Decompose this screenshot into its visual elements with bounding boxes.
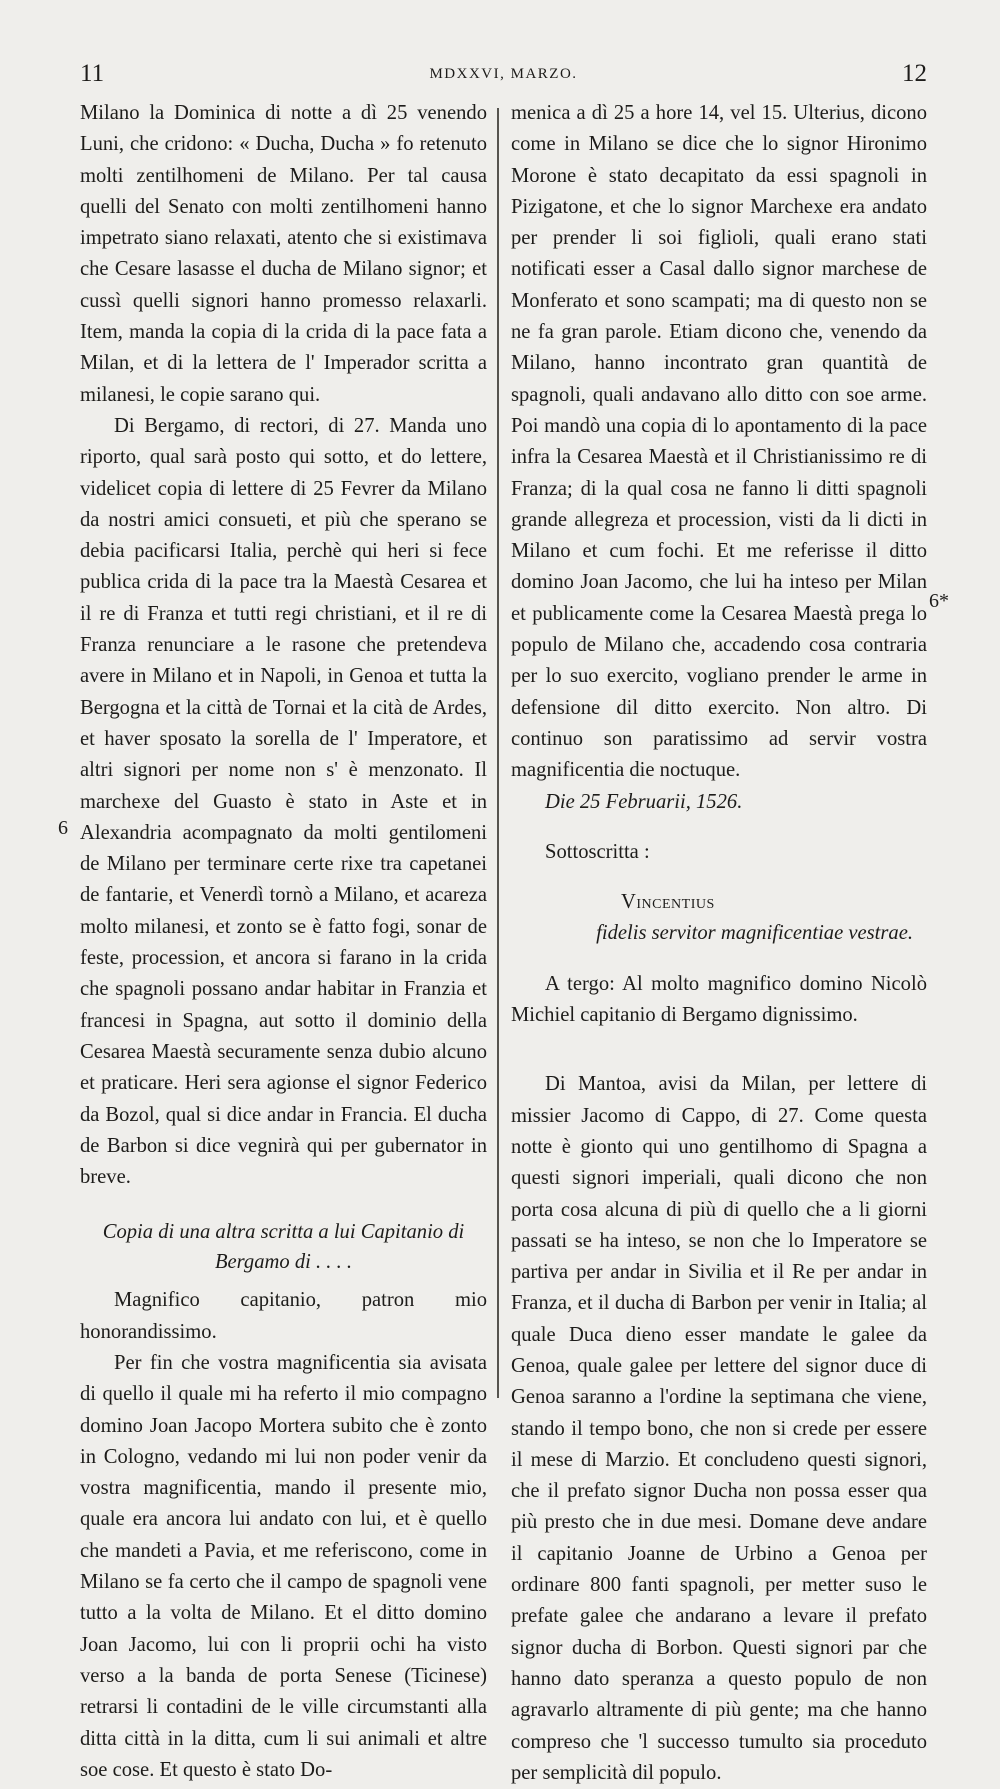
page-number-left: 11 (80, 60, 105, 87)
paragraph: menica a dì 25 a hore 14, vel 15. Ulterius, dicono come in Milano se dice che lo signor Hironimo Morone è stato decapitato da essi spagnoli in Pizigatone, et che lo signor Marchexe era andato per prender li soi figlioli, quali erano stati notificati esser a Casal dallo signor marchese de Monferato et sono scampati; ma di questo non se ne fa gran parole. Etiam dicono che, venendo da Milano, hanno incontrato gran quantità de spagnoli, quali andavano allo ditto con soe arme. Poi mandò una copia di lo apontamento di la pace infra la Cesarea Maestà et il Christianissimo re di Franza; di la qual cosa ne fanno li ditti spagnoli grande allegreza et procession, visti da li dicti in Milano et cum fochi. Et me referisse il ditto domino Joan Jacomo, che lui ha inteso per Milan et publicamente come la Cesarea Maestà prega lo populo de Milano che, accadendo cosa contraria per lo suo exercito, vogliano prender le arme in defensione dil ditto exercito. Non altro. Di continuo son paratissimo ad servir vostra magnificentia die noctuque. (511, 102, 927, 782)
running-title: MDXXVI, MARZO. (429, 66, 578, 82)
paragraph: Di Bergamo, di rectori, di 27. Manda uno riporto, qual sarà posto qui sotto, et do lettere, videlicet copia di lettere di 25 Fevrer da Milano da nostri amici consueti, et più che sperano se debia pacificarsi Italia, perchè qui heri si fece publica crida di la pace tra la Maestà Cesarea et il re di Franza et tutti regi christiani, et il re di Franza renunciare a le rasone che pretendeva avere in Milano et in Napoli, in Genoa et tutta la Bergogna et la città de Tornai et la cità de Ardes, et haver sposato la sorella de l' Imperatore, et altri signori per nome non s' è menzonato. Il marchexe del Guasto è stato in Aste et in Alexandria acompagnato da molti gentilomeni de Milano per terminare certe rixe tra capetanei de fantarie, et Venerdì tornò a Milano, et acareza molto milanesi, et zonto se è fatto fogi, sonar de feste, procession, et ancora si farano in la crida che spagnoli possano andar habitar in Franzia et francesi in Spagna, aut sotto il dominio della Cesarea Maestà securamente senza dubio alcuno et praticare. Heri sera agionse el signor Federico da Bozol, qual si dice andar in Francia. El ducha de Barbon si dice vegnirà qui per gubernator in breve. (80, 414, 487, 1189)
margin-note-right: 6* (929, 590, 949, 612)
address-note: A tergo: Al molto magnifico domino Nicolò Michiel capitanio di Bergamo dignissimo. (511, 972, 927, 1027)
section-heading: Copia di una altra scritta a lui Capitanio di Bergamo di . . . . (102, 1221, 465, 1274)
left-column (80, 98, 487, 1786)
closing-formula: fidelis servitor magnificentiae vestrae. (596, 922, 913, 945)
signer-name: Vincentius (621, 891, 715, 914)
margin-note-left: 6 (58, 817, 68, 839)
page-number-right: 12 (902, 60, 927, 87)
subscription-label: Sottoscritta : (545, 840, 650, 863)
page-header (80, 60, 927, 96)
column-divider (497, 108, 499, 1398)
paragraph: Milano la Dominica di notte a dì 25 venendo Luni, che cridono: « Ducha, Ducha » fo retenuto molti zentilhomeni de Milano. Per tal causa quelli del Senato con molti zentilhomeni hanno impetrato siano relaxati, atento che si existimava che Cesare lasasse el ducha de Milano signor; et cussì quelli signori hanno promesso relaxarli. Item, manda la copia di la crida di la pace fata a Milan, et di la lettera de l' Imperador scritta a milanesi, le copie sarano qui. (80, 102, 487, 406)
salutation: Magnifico capitanio, patron mio honorandissimo. (80, 1289, 487, 1343)
letter-date: Die 25 Februarii, 1526. (545, 790, 743, 813)
paragraph: Per fin che vostra magnificentia sia avisata di quello il quale mi ha referto il mio compagno domino Joan Jacopo Mortera subito che è zonto in Cologno, vedando mi lui non poder venir da vostra magnificentia, mando il presente mio, quale era ancora lui andato con lui, et è quello che mandeti a Pavia, et me referiscono, come in Milano se fa certo che il campo de spagnoli vene tutto a la volta de Milano. Et el ditto domino Joan Jacomo, lui con li proprii ochi ha visto verso a la banda de porta Senese (Ticinese) retrarsi li contadini de le ville circumstanti alla ditta città in la ditta, cum li sui animali et altre soe cose. Et questo è stato Do- (80, 1351, 487, 1781)
right-column (511, 98, 927, 1789)
paragraph: Di Mantoa, avisi da Milan, per lettere di missier Jacomo di Cappo, di 27. Come questa notte è gionto qui uno gentilhomo di Spagna a questi signori imperiali, quali dicono che non porta cosa alcuna di più di quello che a li giorni passati se ha inteso, se non che lo Imperatore se partiva per andar in Sivilia et il Re per andar in Franza, et il ducha di Barbon per venir in Italia; al quale Duca dieno esser mandate le galee da Genoa, quale galee per lettere del signor duce di Genoa saranno a l'ordine la septimana che viene, stando il tempo bono, che non si crede per essere il mese di Marzio. Et concludeno questi signori, che il prefato signor Ducha non possa esser qua più presto che in due mesi. Domane deve andare il capitanio Joanne de Urbino a Genoa per ordinare 800 fanti spagnoli, per metter suso le prefate galee che andarano a levare il prefato signor ducha di Borbon. Questi signori par che hanno dato speranza a questo populo de non agravarlo altramente di più gente; ma che hanno compreso che 'l successo tumulto sia proceduto per semplicità dil populo. (511, 1073, 927, 1784)
